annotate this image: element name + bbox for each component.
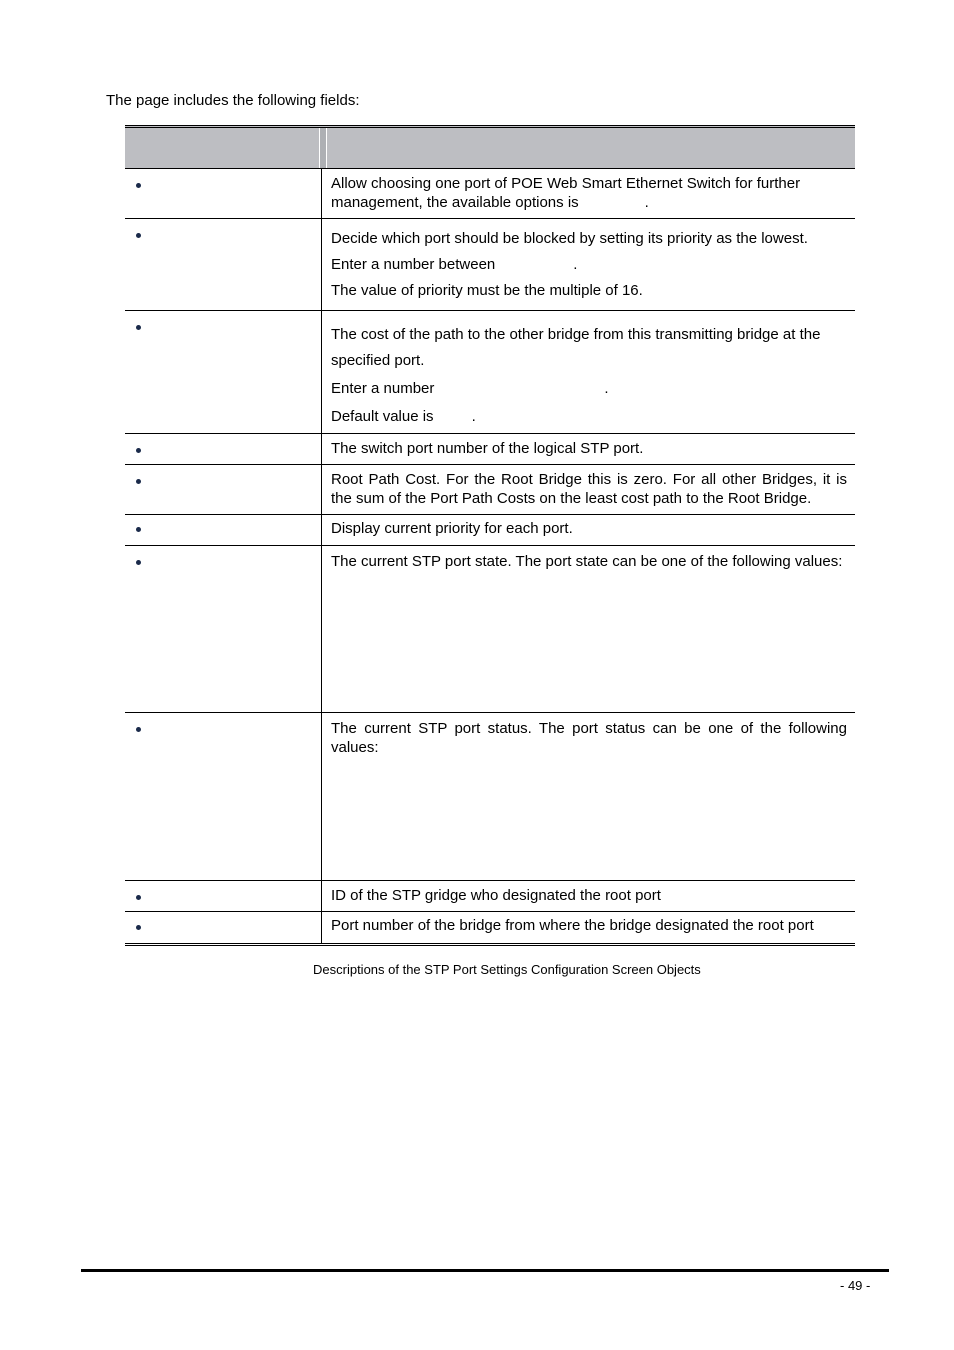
- bullet-icon: [136, 479, 141, 484]
- table-row: [125, 465, 855, 515]
- bullet-icon: [136, 727, 141, 732]
- table-row: [125, 219, 855, 311]
- bullet-icon: [136, 925, 141, 930]
- bullet-icon: [136, 183, 141, 188]
- page-number: - 49 -: [840, 1278, 871, 1293]
- row-description: The current STP port state. The port state can be one of the following values:: [331, 553, 843, 570]
- bullet-icon: [136, 448, 141, 453]
- table-row: [125, 881, 855, 912]
- row-description: Decide which port should be blocked by setting its priority as the lowest.: [331, 230, 808, 247]
- row-punct: .: [644, 194, 649, 211]
- bullet-icon: [136, 895, 141, 900]
- footer-rule: [81, 1269, 889, 1272]
- row-punct: .: [573, 256, 578, 273]
- fields-table: [125, 125, 855, 946]
- table-row: [125, 169, 855, 219]
- table-header: [125, 125, 855, 169]
- row-punct: .: [604, 380, 609, 397]
- table-caption: Descriptions of the STP Port Settings Configuration Screen Objects: [313, 962, 701, 977]
- row-description: The cost of the path to the other bridge from this transmitting bridge at the specified port.: [331, 326, 821, 369]
- row-description-3: The value of priority must be the multiple of 16.: [331, 282, 643, 299]
- table-row: [125, 434, 855, 465]
- row-description-2: Enter a number: [331, 380, 435, 397]
- row-punct: .: [471, 408, 476, 425]
- row-description: Port number of the bridge from where the bridge designated the root port: [331, 917, 814, 934]
- table-row: [125, 713, 855, 881]
- row-description: The current STP port status. The port status can be one of the following values:: [331, 720, 847, 756]
- bullet-icon: [136, 527, 141, 532]
- table-row: [125, 515, 855, 546]
- table-row: [125, 912, 855, 946]
- row-description: Display current priority for each port.: [331, 520, 573, 537]
- row-description-2: Enter a number between: [331, 256, 496, 273]
- table-row: [125, 311, 855, 434]
- row-description: ID of the STP gridge who designated the root port: [331, 887, 661, 904]
- table-row: [125, 546, 855, 713]
- intro-text: The page includes the following fields:: [106, 92, 360, 109]
- bullet-icon: [136, 233, 141, 238]
- bullet-icon: [136, 560, 141, 565]
- row-description: Allow choosing one port of POE Web Smart Ethernet Switch for further management, the available options is: [331, 175, 801, 211]
- row-description-3: Default value is: [331, 408, 434, 425]
- row-description: The switch port number of the logical STP port.: [331, 440, 644, 457]
- bullet-icon: [136, 325, 141, 330]
- row-description: Root Path Cost. For the Root Bridge this is zero. For all other Bridges, it is the sum of the Port Path Costs on the least cost path to the Root Bridge.: [331, 471, 847, 507]
